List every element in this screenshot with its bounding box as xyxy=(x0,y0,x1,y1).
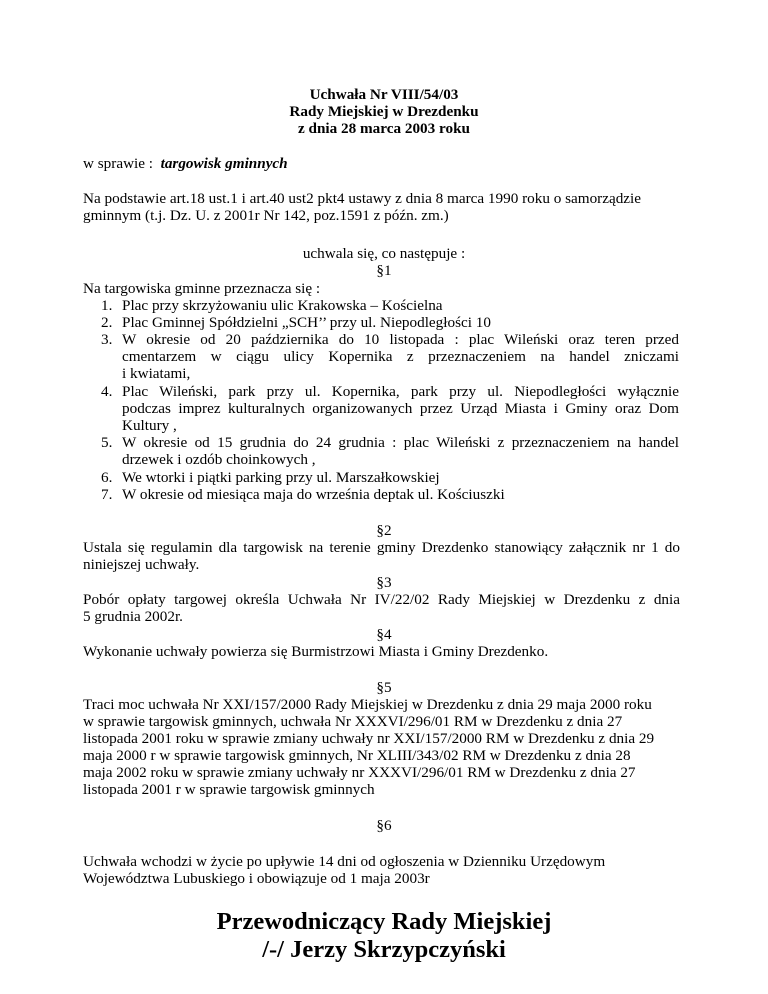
section-3-heading: §3 xyxy=(376,574,392,591)
section-6-text: Uchwała wchodzi w życie po upływie 14 dni od ogłoszenia w Dzienniku Urzędowym xyxy=(83,853,606,870)
list-item-text: We wtorki i piątki parking przy ul. Marszałkowskiej xyxy=(122,469,440,486)
signature-title: Przewodniczący Rady Miejskiej xyxy=(216,908,552,935)
list-item-text: W okresie od 20 października do 10 listopada : plac Wileński oraz teren przed xyxy=(122,331,679,348)
council-name: Rady Miejskiej w Drezdenku xyxy=(289,103,479,120)
list-item-number: 7. xyxy=(101,486,113,503)
section-2-text: Ustala się regulamin dla targowisk na terenie gminy Drezdenko stanowiący załącznik nr 1 do xyxy=(83,539,680,556)
list-item-text: W okresie od 15 grudnia do 24 grudnia : plac Wileński z przeznaczeniem na handel xyxy=(122,434,679,451)
section-1-intro: Na targowiska gminne przeznacza się : xyxy=(83,280,321,297)
legal-basis-line-1: Na podstawie art.18 ust.1 i art.40 ust2 pkt4 ustawy z dnia 8 marca 1990 roku o samorządzie xyxy=(83,190,641,207)
legal-basis-line-2: gminnym (t.j. Dz. U. z 2001r Nr 142, poz.1591 z późn. zm.) xyxy=(83,207,449,224)
list-item-number: 6. xyxy=(101,469,113,486)
section-5-text: w sprawie targowisk gminnych, uchwała Nr XXXVI/296/01 RM w Drezdenku z dnia 27 xyxy=(83,713,623,730)
section-6-heading: §6 xyxy=(376,817,392,834)
list-item-number: 4. xyxy=(101,383,113,400)
signature-name: /-/ Jerzy Skrzypczyński xyxy=(262,936,506,963)
subject-line xyxy=(83,155,288,172)
section-5-text: listopada 2001 roku w sprawie zmiany uchwały nr XXI/157/2000 RM w Drezdenku z dnia 29 xyxy=(83,730,655,747)
section-5-text: Traci moc uchwała Nr XXI/157/2000 Rady Miejskiej w Drezdenku z dnia 29 maja 2000 roku xyxy=(83,696,652,713)
section-4-heading: §4 xyxy=(376,626,392,643)
list-item-number: 1. xyxy=(101,297,113,314)
section-5-text: maja 2002 roku w sprawie zmiany uchwały nr XXXVI/296/01 RM w Drezdenku z dnia 27 xyxy=(83,764,636,781)
section-6-text: Województwa Lubuskiego i obowiązuje od 1 maja 2003r xyxy=(83,870,430,887)
section-2-heading: §2 xyxy=(376,522,392,539)
section-5-text: maja 2000 r w sprawie targowisk gminnych, Nr XLIII/343/02 RM w Drezdenku z dnia 28 xyxy=(83,747,631,764)
section-5-heading: §5 xyxy=(376,679,392,696)
list-item-text: Plac Wileński, park przy ul. Kopernika, park przy ul. Niepodległości wyłącznie xyxy=(122,383,679,400)
list-item-number: 3. xyxy=(101,331,113,348)
section-1-heading: §1 xyxy=(376,262,392,279)
list-item-text: podczas imprez kulturalnych organizowanych przez Urząd Miasta i Gminy oraz Dom xyxy=(122,400,679,417)
subject-value: targowisk gminnych xyxy=(160,155,288,172)
list-item-text: Kultury , xyxy=(122,417,177,434)
list-item-number: 5. xyxy=(101,434,113,451)
section-3-text: 5 grudnia 2002r. xyxy=(83,608,183,625)
list-item-text: cmentarzem w ciągu ulicy Kopernika z przeznaczeniem na handel zniczami xyxy=(122,348,679,365)
list-item-text: Plac przy skrzyżowaniu ulic Krakowska – Kościelna xyxy=(122,297,443,314)
resolution-date: z dnia 28 marca 2003 roku xyxy=(298,120,470,137)
list-item-text: drzewek i ozdób choinkowych , xyxy=(122,451,316,468)
section-4-text: Wykonanie uchwały powierza się Burmistrzowi Miasta i Gminy Drezdenko. xyxy=(83,643,549,660)
section-3-text: Pobór opłaty targowej określa Uchwała Nr IV/22/02 Rady Miejskiej w Drezdenku z dnia xyxy=(83,591,680,608)
list-item-text: W okresie od miesiąca maja do września deptak ul. Kościuszki xyxy=(122,486,505,503)
section-2-text: niniejszej uchwały. xyxy=(83,556,200,573)
subject-prefix: w sprawie : xyxy=(83,155,154,172)
list-item-text: Plac Gminnej Spółdzielni „SCH’’ przy ul. Niepodległości 10 xyxy=(122,314,491,331)
section-5-text: listopada 2001 r w sprawie targowisk gminnych xyxy=(83,781,375,798)
list-item-text: i kwiatami, xyxy=(122,365,191,382)
resolution-number: Uchwała Nr VIII/54/03 xyxy=(309,86,459,103)
resolves-statement: uchwala się, co następuje : xyxy=(302,245,466,262)
list-item-number: 2. xyxy=(101,314,113,331)
